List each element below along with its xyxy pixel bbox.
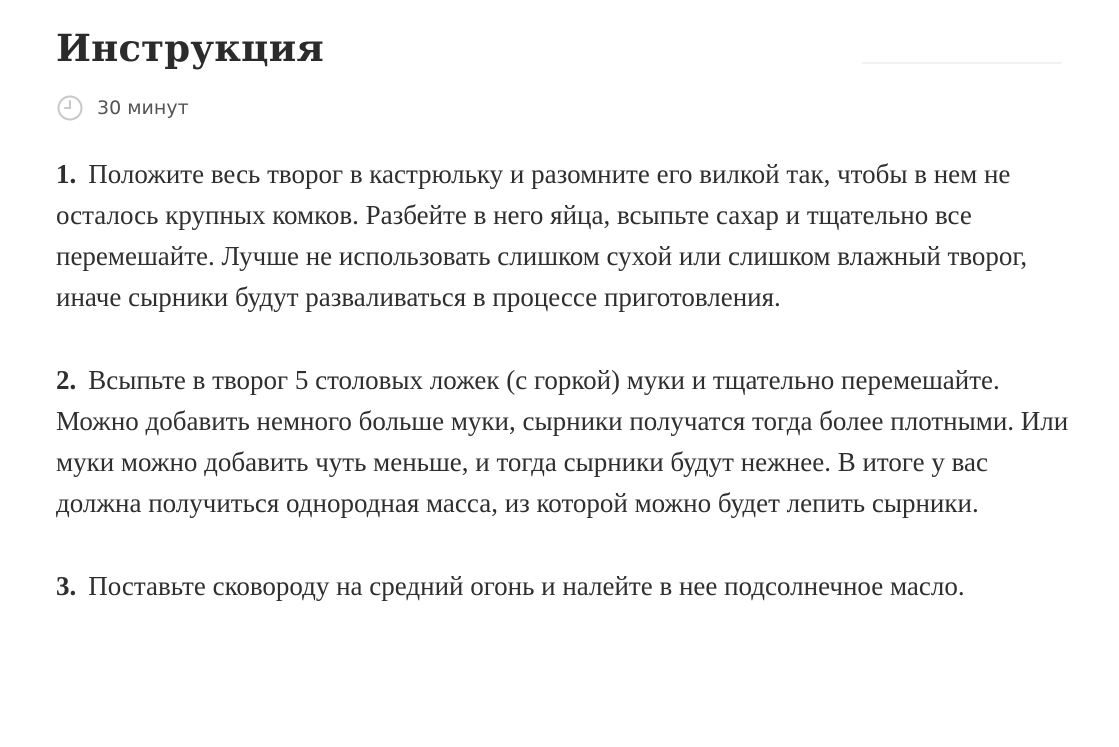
steps-list — [56, 154, 1076, 649]
step-text: Положите весь творог в кастрюльку и разомните его вилкой так, чтобы в нем не осталось крупных комков. Разбейте в него яйца, всыпьте сахар и тщательно все перемешайте. Лучше не использовать слишком сухой или слишком влажный творог, иначе сырники будут разваливаться в процессе приготовления. — [56, 159, 1028, 312]
cooking-time-value: 30 минут — [97, 97, 189, 119]
step-number: 2. — [56, 365, 77, 395]
step-number: 3. — [56, 571, 77, 601]
divider-line — [862, 62, 1062, 64]
step-text: Поставьте сковороду на средний огонь и налейте в нее подсолнечное масло. — [88, 571, 965, 601]
step-text: Всыпьте в творог 5 столовых ложек (с горкой) муки и тщательно перемешайте. Можно добавить немного больше муки, сырники получатся тогда более плотными. Или муки можно добавить чуть меньше, и тогда сырники будут нежнее. В итоге у вас должна получиться однородная масса, из которой можно будет лепить сырники. — [56, 365, 1069, 518]
step-number: 1. — [56, 159, 77, 189]
step-3 — [56, 566, 1076, 607]
clock-icon — [56, 94, 84, 122]
page-title: Инструкция — [56, 26, 324, 70]
step-1 — [56, 154, 1076, 318]
step-2 — [56, 360, 1076, 524]
cooking-time — [56, 92, 189, 124]
